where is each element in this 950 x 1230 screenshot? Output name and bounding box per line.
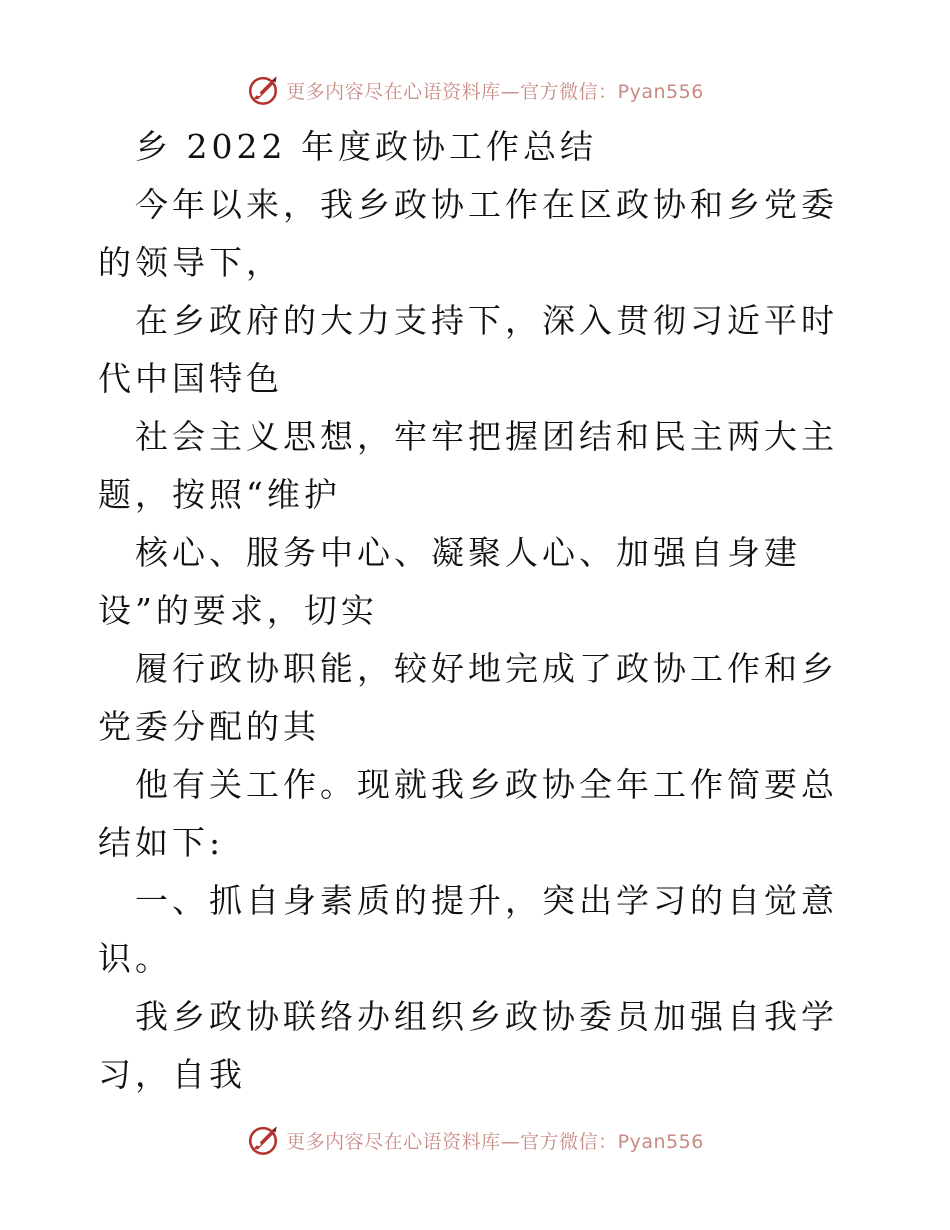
document-title: 乡 2022 年度政协工作总结 [135, 127, 597, 166]
document-body [98, 118, 858, 1104]
paragraph-line: 今年以来，我乡政协工作在区政协和乡党委的领导下， [98, 185, 838, 282]
section-heading: 一、抓自身素质的提升，突出学习的自觉意识。 [98, 881, 838, 978]
paragraph-line: 履行政协职能，较好地完成了政协工作和乡党委分配的其 [98, 649, 838, 746]
paragraph-line: 我乡政协联络办组织乡政协委员加强自我学习，自我 [98, 997, 838, 1094]
paragraph-line: 他有关工作。现就我乡政协全年工作简要总结如下: [98, 765, 838, 862]
paragraph-line: 社会主义思想，牢牢把握团结和民主两大主题，按照“维护 [98, 417, 838, 514]
footer-watermark-banner [0, 1120, 950, 1160]
banner-text: 更多内容尽在心语资料库—官方微信：Pyan556 [286, 1130, 704, 1153]
quill-seal-icon [246, 73, 280, 107]
paragraph-line: 在乡政府的大力支持下，深入贯彻习近平时代中国特色 [98, 301, 838, 398]
quill-seal-icon [246, 1123, 280, 1157]
header-watermark-banner [0, 70, 950, 110]
banner-text: 更多内容尽在心语资料库—官方微信：Pyan556 [286, 80, 704, 103]
paragraph-line: 核心、服务中心、凝聚人心、加强自身建设”的要求，切实 [98, 533, 801, 630]
